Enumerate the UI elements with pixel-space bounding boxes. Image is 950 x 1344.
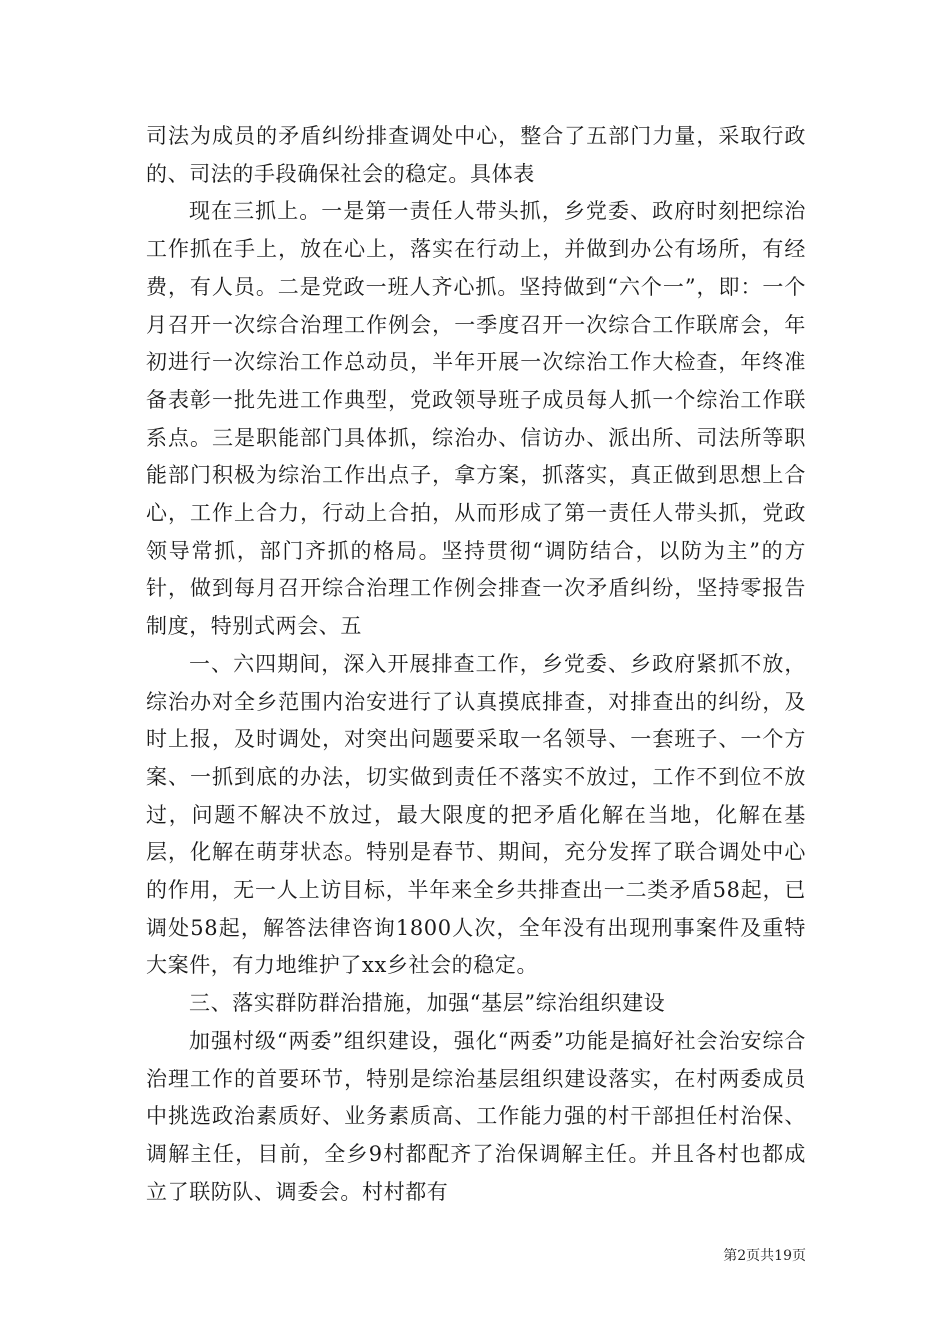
page-number-footer: 第2页共19页 <box>723 1248 806 1264</box>
paragraph-5: 加强村级“两委”组织建设，强化“两委”功能是搞好社会治安综合治理工作的首要环节，特别是综治基层组织建设落实，在村两委成员中挑选政治素质好、业务素质高、工作能力强的村干部担任村治保、调解主任，目前，全乡9村都配齐了治保调解主任。并且各村也都成立了联防队、调委会。村村都有 <box>146 1028 806 1204</box>
paragraph-2: 现在三抓上。一是第一责任人带头抓，乡党委、政府时刻把综治工作抓在手上，放在心上，落实在行动上，并做到办公有场所，有经费，有人员。二是党政一班人齐心抓。坚持做到“六个一”，即：一个月召开一次综合治理工作例会，一季度召开一次综合工作联席会，年初进行一次综治工作总动员，半年开展一次综治工作大检查，年终准备表彰一批先进工作典型，党政领导班子成员每人抓一个综治工作联系点。三是职能部门具体抓，综治办、信访办、派出所、司法所等职能部门积极为综治工作出点子，拿方案，抓落实，真正做到思想上合心，工作上合力，行动上合拍，从而形成了第一责任人带头抓，党政领导常抓，部门齐抓的格局。坚持贯彻“调防结合，以防为主”的方针，做到每月召开综合治理工作例会排查一次矛盾纠纷，坚持零报告制度，特别式两会、五 <box>146 199 806 639</box>
document-body <box>146 118 806 1211</box>
paragraph-3: 一、六四期间，深入开展排查工作，乡党委、乡政府紧抓不放，综治办对全乡范围内治安进行了认真摸底排查，对排查出的纠纷，及时上报，及时调处，对突出问题要采取一名领导、一套班子、一个方案、一抓到底的办法，切实做到责任不落实不放过，工作不到位不放过，问题不解决不放过，最大限度的把矛盾化解在当地，化解在基层，化解在萌芽状态。特别是春节、期间，充分发挥了联合调处中心的作用，无一人上访目标，半年来全乡共排查出一二类矛盾58起，已调处58起，解答法律咨询1800人次，全年没有出现刑事案件及重特大案件，有力地维护了xx乡社会的稳定。 <box>146 651 806 978</box>
section-heading: 三、落实群防群治措施，加强“基层”综治组织建设 <box>189 991 666 1016</box>
paragraph-1: 司法为成员的矛盾纠纷排查调处中心，整合了五部门力量，采取行政的、司法的手段确保社会的稳定。具体表 <box>146 124 806 186</box>
